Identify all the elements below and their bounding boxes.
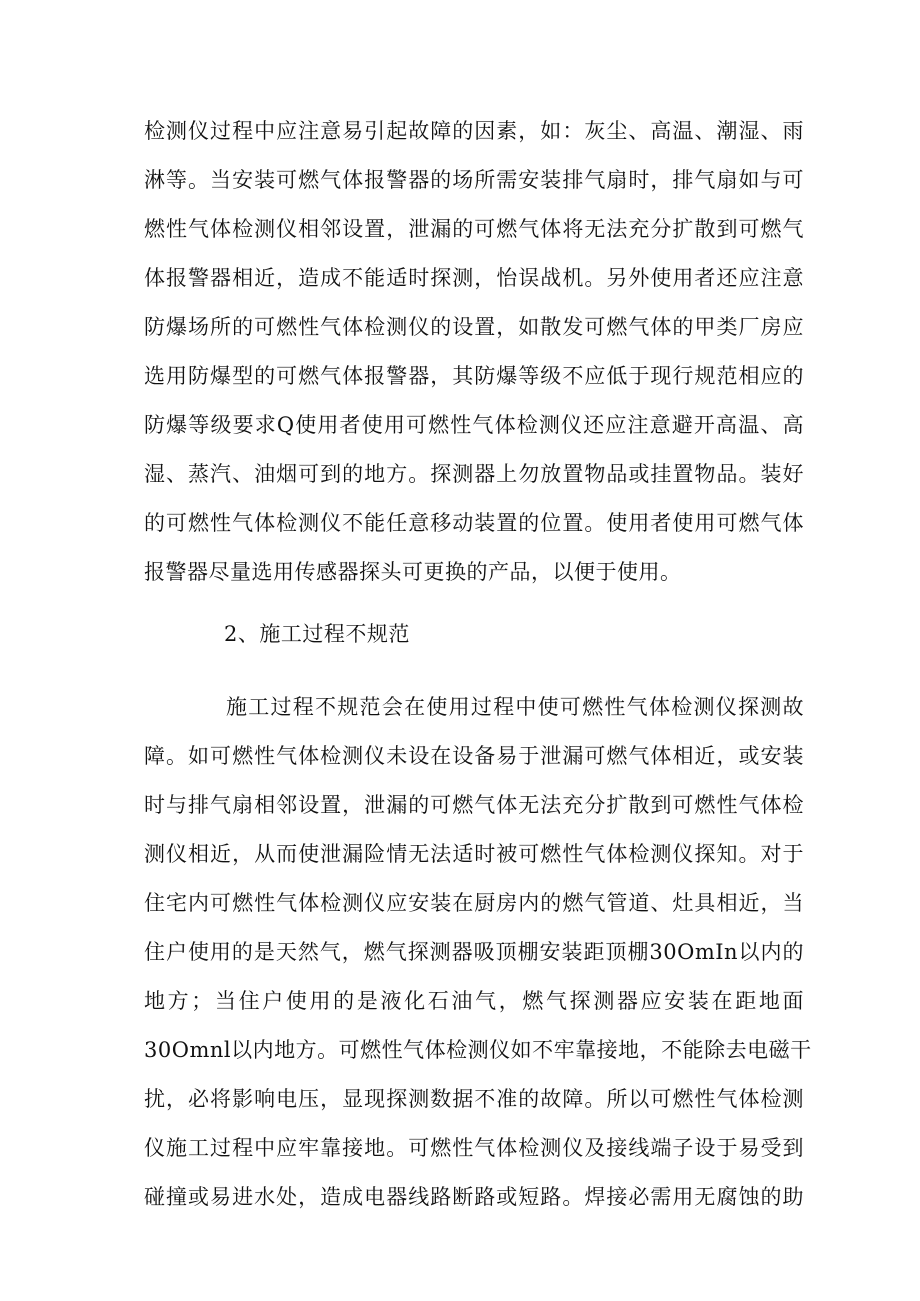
paragraph1-line-2: 淋等。当安装可燃气体报警器的场所需安装排气扇时，排气扇如与可: [144, 168, 804, 192]
paragraph1-line-6: 选用防爆型的可燃气体报警器，其防爆等级不应低于现行规范相应的: [144, 364, 804, 388]
section-heading: 2、施工过程不规范: [224, 622, 410, 646]
paragraph1-line-7: 防爆等级要求Q使用者使用可燃性气体检测仪还应注意避开高温、高: [144, 413, 804, 437]
paragraph2-line-5: 住宅内可燃性气体检测仪应安装在厨房内的燃气管道、灶具相近，当: [144, 891, 804, 915]
paragraph2-line-6: 住户使用的是天然气，燃气探测器吸顶棚安装距顶棚30OmIn以内的: [144, 940, 804, 964]
paragraph2-line-11: 碰撞或易进水处，造成电器线路断路或短路。焊接必需用无腐蚀的助: [144, 1185, 804, 1209]
paragraph2-line-8: 30Omnl以内地方。可燃性气体检测仪如不牢靠接地，不能除去电磁干: [144, 1038, 812, 1062]
paragraph1-line-10: 报警器尽量选用传感器探头可更换的产品，以便于使用。: [144, 560, 682, 584]
paragraph1-line-9: 的可燃性气体检测仪不能任意移动装置的位置。使用者使用可燃气体: [144, 511, 804, 535]
paragraph1-line-5: 防爆场所的可燃性气体检测仪的设置，如散发可燃气体的甲类厂房应: [144, 315, 804, 339]
paragraph2-line-10: 仪施工过程中应牢靠接地。可燃性气体检测仪及接线端子设于易受到: [144, 1136, 804, 1160]
paragraph1-line-8: 湿、蒸汽、油烟可到的地方。探测器上勿放置物品或挂置物品。装好: [144, 462, 804, 486]
paragraph2-line-2: 障。如可燃性气体检测仪未设在设备易于泄漏可燃气体相近，或安装: [144, 744, 804, 768]
paragraph1-line-1: 检测仪过程中应注意易引起故障的因素，如：灰尘、高温、潮湿、雨: [144, 119, 804, 143]
paragraph1-line-3: 燃性气体检测仪相邻设置，泄漏的可燃气体将无法充分扩散到可燃气: [144, 217, 804, 241]
paragraph2-line-4: 测仪相近，从而使泄漏险情无法适时被可燃性气体检测仪探知。对于: [144, 842, 804, 866]
paragraph1-line-4: 体报警器相近，造成不能适时探测，怡误战机。另外使用者还应注意: [144, 266, 804, 290]
paragraph2-line-3: 时与排气扇相邻设置，泄漏的可燃气体无法充分扩散到可燃性气体检: [144, 793, 804, 817]
paragraph2-line-1: 施工过程不规范会在使用过程中使可燃性气体检测仪探测故: [226, 695, 804, 719]
paragraph2-line-7: 地方；当住户使用的是液化石油气，燃气探测器应安装在距地面: [144, 989, 804, 1013]
paragraph2-line-9: 扰，必将影响电压，显现探测数据不准的故障。所以可燃性气体检测: [144, 1087, 804, 1111]
